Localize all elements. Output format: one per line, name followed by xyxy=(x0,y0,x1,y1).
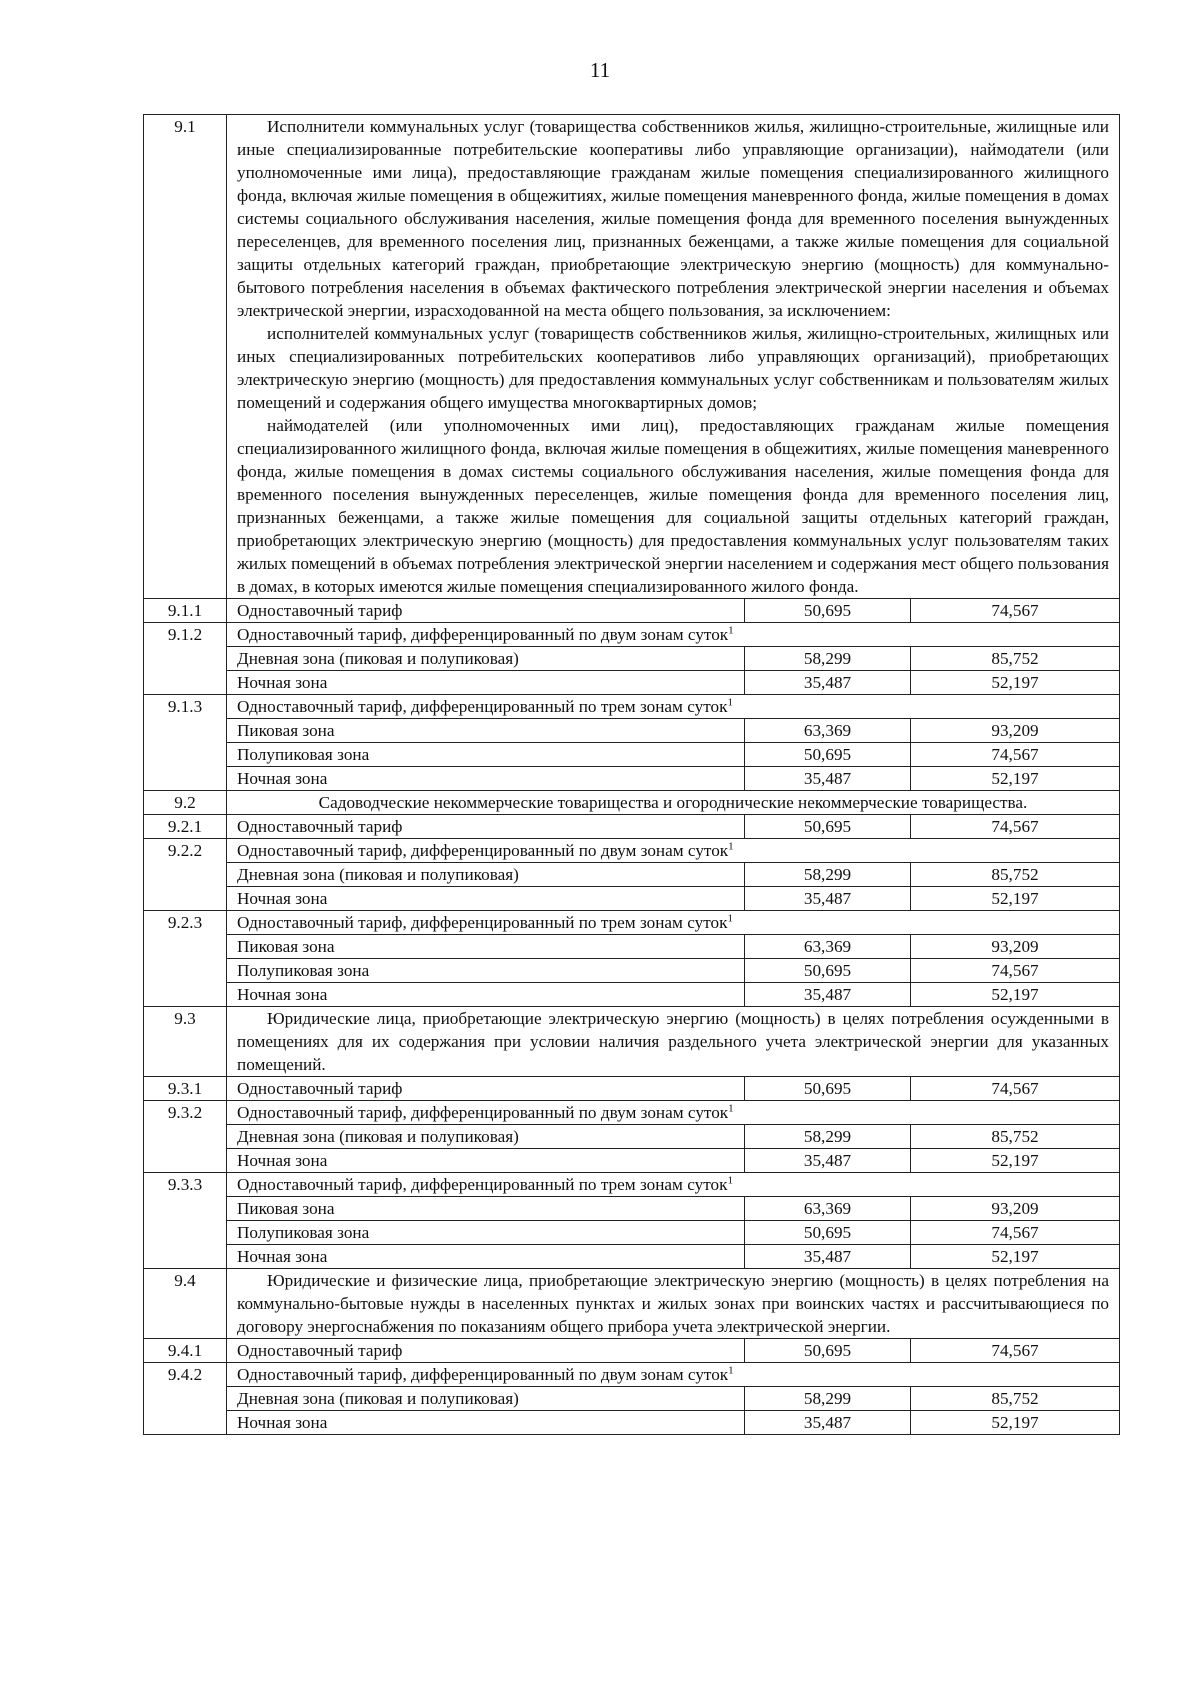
item-number: 9.2.1 xyxy=(144,815,227,839)
section-number: 9.1 xyxy=(144,115,227,599)
zone-label: Полупиковая зона xyxy=(227,743,745,767)
tariff-row xyxy=(144,1077,1120,1101)
tariff-value-2: 74,567 xyxy=(911,1077,1120,1101)
tariff-value-1: 63,369 xyxy=(745,935,911,959)
zone-header xyxy=(227,911,1120,935)
zone-header-text: Одноставочный тариф, дифференцированный по двум зонам суток xyxy=(237,1103,729,1122)
tariff-value-1: 58,299 xyxy=(745,647,911,671)
section-number: 9.2 xyxy=(144,791,227,815)
tariff-value-1: 35,487 xyxy=(745,887,911,911)
section-paragraph: Исполнители коммунальных услуг (товарищества собственников жилья, жилищно-строительные, жилищные или иные специализированные потребительские кооперативы либо управляющие организации), наймодатели (или уполномоченные ими лица), предоставляющие гражданам жилые помещения специализированного жилищного фонда, включая жилые помещения в общежитиях, жилые помещения маневренного фонда, жилые помещения в домах системы социального обслуживания населения, жилые помещения фонда для временного поселения вынужденных переселенцев, для временного поселения лиц, признанных беженцами, а также жилые помещения для социальной защиты отдельных категорий граждан, приобретающие электрическую энергию (мощность) для коммунально-бытового потребления населения в объемах фактического потребления электрической энергии населения и объемах электрической энергии, израсходованной на места общего пользования, за исключением: xyxy=(237,117,1109,320)
zone-label: Дневная зона (пиковая и полупиковая) xyxy=(227,647,745,671)
zone-header xyxy=(227,1173,1120,1197)
section-description xyxy=(227,1269,1120,1339)
tariff-value-2: 52,197 xyxy=(911,887,1120,911)
tariff-value-2: 93,209 xyxy=(911,935,1120,959)
section-paragraph: наймодателей (или уполномоченных ими лиц), предоставляющих гражданам жилые помещения специализированного жилищного фонда, включая жилые помещения в общежитиях, жилые помещения маневренного фонда, жилые помещения в домах системы социального обслуживания населения, жилые помещения фонда для временного поселения вынужденных переселенцев, жилые помещения фонда для временного поселения лиц, признанных беженцами, а также жилые помещения для социальной защиты отдельных категорий граждан, приобретающих электрическую энергию (мощность) для предоставления коммунальных услуг пользователям таких жилых помещений в объемах потребления электрической энергии населением и содержания мест общего пользования в домах, в которых имеются жилые помещения специализированного жилого фонда. xyxy=(237,416,1109,596)
section-row xyxy=(144,1007,1120,1077)
item-number: 9.3.2 xyxy=(144,1101,227,1173)
item-number: 9.2.3 xyxy=(144,911,227,1007)
tariff-value-2: 74,567 xyxy=(911,599,1120,623)
section-paragraph: Садоводческие некоммерческие товарищества и огороднические некоммерческие товарищества. xyxy=(318,793,1028,812)
tariff-row xyxy=(144,815,1120,839)
zone-header xyxy=(227,695,1120,719)
tariff-value-2: 52,197 xyxy=(911,1149,1120,1173)
tariff-value-1: 50,695 xyxy=(745,1221,911,1245)
tariff-value-1: 58,299 xyxy=(745,863,911,887)
zone-label: Полупиковая зона xyxy=(227,959,745,983)
zone-header-row xyxy=(144,1363,1120,1387)
tariff-row xyxy=(144,599,1120,623)
zone-row xyxy=(144,935,1120,959)
tariff-value-2: 52,197 xyxy=(911,983,1120,1007)
section-paragraph: Юридические лица, приобретающие электрическую энергию (мощность) в целях потребления осужденными в помещениях для их содержания при условии наличия раздельного учета электрической энергии для указанных помещений. xyxy=(237,1009,1109,1074)
section-row xyxy=(144,1269,1120,1339)
zone-label: Полупиковая зона xyxy=(227,1221,745,1245)
item-number: 9.1.3 xyxy=(144,695,227,791)
tariff-value-2: 74,567 xyxy=(911,959,1120,983)
tariff-label: Одноставочный тариф xyxy=(227,1077,745,1101)
tariff-value-1: 50,695 xyxy=(745,959,911,983)
tariff-value-2: 93,209 xyxy=(911,719,1120,743)
tariff-value-1: 58,299 xyxy=(745,1387,911,1411)
zone-header-row xyxy=(144,1101,1120,1125)
zone-label: Пиковая зона xyxy=(227,1197,745,1221)
tariff-value-1: 50,695 xyxy=(745,1077,911,1101)
zone-label: Пиковая зона xyxy=(227,719,745,743)
tariff-label: Одноставочный тариф xyxy=(227,815,745,839)
footnote-mark: 1 xyxy=(728,1364,734,1377)
zone-header-row xyxy=(144,695,1120,719)
section-paragraph: Юридические и физические лица, приобретающие электрическую энергию (мощность) в целях потребления на коммунально-бытовые нужды в населенных пунктах и жилых зонах при воинских частях и рассчитывающиеся по договору энергоснабжения по показаниям общего прибора учета электрической энергии. xyxy=(237,1271,1109,1336)
section-description xyxy=(227,115,1120,599)
zone-header-text: Одноставочный тариф, дифференцированный по трем зонам суток xyxy=(237,1175,728,1194)
section-description xyxy=(227,791,1120,815)
item-number: 9.1.2 xyxy=(144,623,227,695)
tariff-value-1: 35,487 xyxy=(745,1411,911,1435)
item-number: 9.3.3 xyxy=(144,1173,227,1269)
zone-label: Ночная зона xyxy=(227,767,745,791)
tariff-value-2: 74,567 xyxy=(911,743,1120,767)
tariff-value-1: 35,487 xyxy=(745,671,911,695)
zone-row xyxy=(144,1125,1120,1149)
zone-label: Дневная зона (пиковая и полупиковая) xyxy=(227,863,745,887)
tariff-value-1: 50,695 xyxy=(745,815,911,839)
section-number: 9.3 xyxy=(144,1007,227,1077)
tariff-table xyxy=(143,114,1120,1435)
tariff-value-1: 35,487 xyxy=(745,1149,911,1173)
tariff-value-1: 63,369 xyxy=(745,719,911,743)
zone-row xyxy=(144,1387,1120,1411)
zone-label: Ночная зона xyxy=(227,887,745,911)
footnote-mark: 1 xyxy=(727,1174,733,1187)
zone-header-text: Одноставочный тариф, дифференцированный по двум зонам суток xyxy=(237,841,729,860)
zone-row xyxy=(144,887,1120,911)
zone-header xyxy=(227,623,1120,647)
tariff-value-2: 74,567 xyxy=(911,1221,1120,1245)
tariff-value-2: 52,197 xyxy=(911,1411,1120,1435)
zone-label: Ночная зона xyxy=(227,1411,745,1435)
zone-header-text: Одноставочный тариф, дифференцированный по трем зонам суток xyxy=(237,697,728,716)
item-number: 9.3.1 xyxy=(144,1077,227,1101)
tariff-value-2: 52,197 xyxy=(911,671,1120,695)
tariff-value-2: 74,567 xyxy=(911,1339,1120,1363)
section-paragraph: исполнителей коммунальных услуг (товариществ собственников жилья, жилищно-строительных, жилищных или иных специализированных потребительских кооперативов либо управляющих организаций), приобретающих электрическую энергию (мощность) для предоставления коммунальных услуг собственникам и пользователям жилых помещений и содержания общего имущества многоквартирных домов; xyxy=(237,324,1109,412)
tariff-value-1: 50,695 xyxy=(745,743,911,767)
zone-row xyxy=(144,1197,1120,1221)
tariff-value-1: 50,695 xyxy=(745,599,911,623)
zone-row xyxy=(144,719,1120,743)
tariff-value-1: 35,487 xyxy=(745,767,911,791)
tariff-value-2: 93,209 xyxy=(911,1197,1120,1221)
zone-header-text: Одноставочный тариф, дифференцированный по трем зонам суток xyxy=(237,913,728,932)
tariff-value-1: 35,487 xyxy=(745,983,911,1007)
tariff-value-2: 52,197 xyxy=(911,1245,1120,1269)
zone-row xyxy=(144,767,1120,791)
zone-row xyxy=(144,647,1120,671)
tariff-value-2: 85,752 xyxy=(911,863,1120,887)
tariff-value-1: 58,299 xyxy=(745,1125,911,1149)
zone-label: Ночная зона xyxy=(227,1245,745,1269)
zone-row xyxy=(144,1411,1120,1435)
zone-row xyxy=(144,959,1120,983)
zone-label: Ночная зона xyxy=(227,1149,745,1173)
section-row xyxy=(144,791,1120,815)
tariff-value-1: 63,369 xyxy=(745,1197,911,1221)
zone-label: Ночная зона xyxy=(227,983,745,1007)
tariff-value-1: 50,695 xyxy=(745,1339,911,1363)
footnote-mark: 1 xyxy=(728,1102,734,1115)
tariff-row xyxy=(144,1339,1120,1363)
zone-label: Ночная зона xyxy=(227,671,745,695)
footnote-mark: 1 xyxy=(727,696,733,709)
zone-row xyxy=(144,863,1120,887)
zone-header-row xyxy=(144,623,1120,647)
zone-header xyxy=(227,1101,1120,1125)
tariff-value-2: 85,752 xyxy=(911,1387,1120,1411)
zone-row xyxy=(144,1221,1120,1245)
tariff-value-1: 35,487 xyxy=(745,1245,911,1269)
item-number: 9.1.1 xyxy=(144,599,227,623)
tariff-value-2: 85,752 xyxy=(911,647,1120,671)
tariff-value-2: 85,752 xyxy=(911,1125,1120,1149)
section-number: 9.4 xyxy=(144,1269,227,1339)
zone-label: Пиковая зона xyxy=(227,935,745,959)
zone-header xyxy=(227,1363,1120,1387)
zone-label: Дневная зона (пиковая и полупиковая) xyxy=(227,1387,745,1411)
page-number: 11 xyxy=(589,58,611,82)
item-number: 9.4.2 xyxy=(144,1363,227,1435)
item-number: 9.4.1 xyxy=(144,1339,227,1363)
zone-row xyxy=(144,1245,1120,1269)
zone-header-row xyxy=(144,911,1120,935)
zone-header xyxy=(227,839,1120,863)
zone-row xyxy=(144,1149,1120,1173)
section-description xyxy=(227,1007,1120,1077)
tariff-value-2: 74,567 xyxy=(911,815,1120,839)
footnote-mark: 1 xyxy=(728,624,734,637)
zone-header-text: Одноставочный тариф, дифференцированный по двум зонам суток xyxy=(237,625,729,644)
zone-row xyxy=(144,743,1120,767)
section-row xyxy=(144,115,1120,599)
zone-header-text: Одноставочный тариф, дифференцированный по двум зонам суток xyxy=(237,1365,729,1384)
item-number: 9.2.2 xyxy=(144,839,227,911)
zone-row xyxy=(144,671,1120,695)
zone-header-row xyxy=(144,839,1120,863)
tariff-table-body xyxy=(144,115,1120,1435)
zone-header-row xyxy=(144,1173,1120,1197)
tariff-label: Одноставочный тариф xyxy=(227,599,745,623)
tariff-value-2: 52,197 xyxy=(911,767,1120,791)
zone-label: Дневная зона (пиковая и полупиковая) xyxy=(227,1125,745,1149)
footnote-mark: 1 xyxy=(727,912,733,925)
footnote-mark: 1 xyxy=(728,840,734,853)
zone-row xyxy=(144,983,1120,1007)
tariff-label: Одноставочный тариф xyxy=(227,1339,745,1363)
